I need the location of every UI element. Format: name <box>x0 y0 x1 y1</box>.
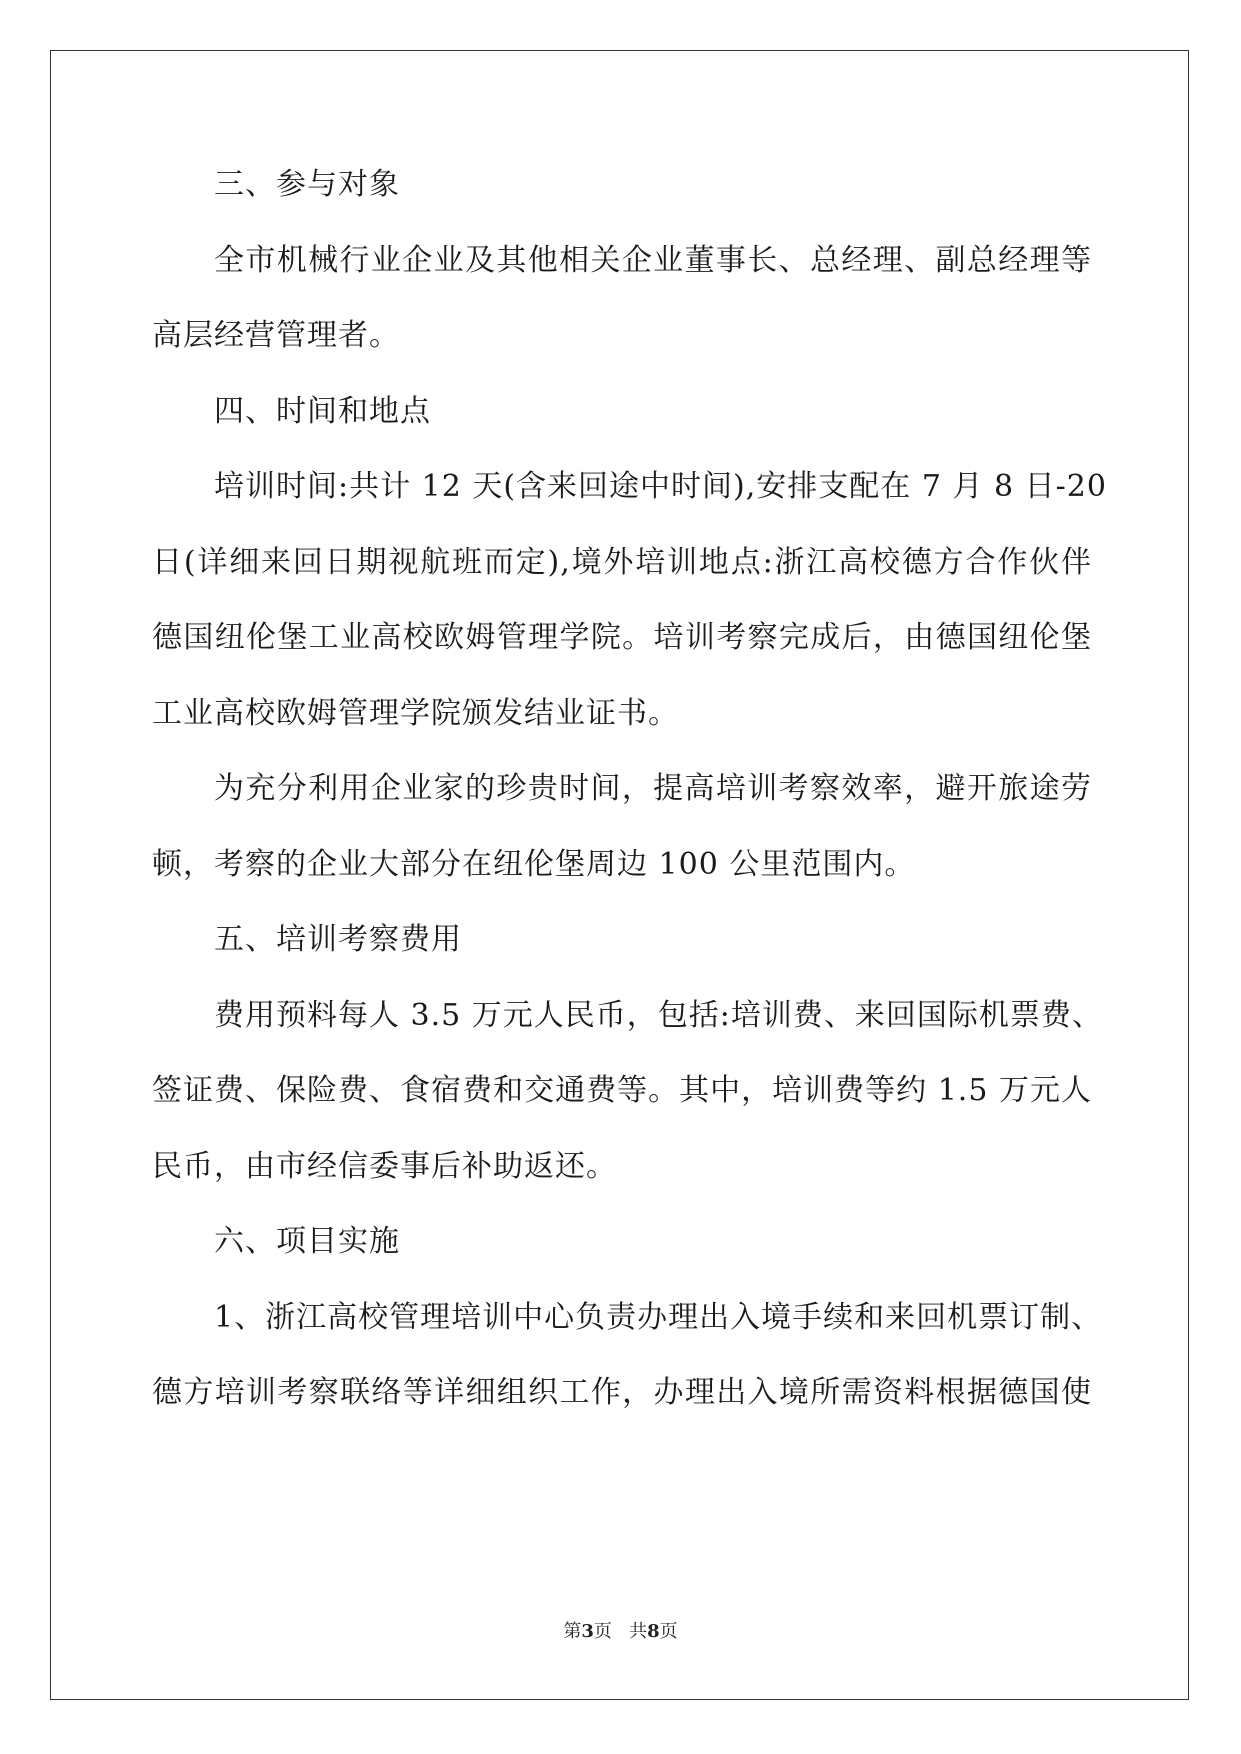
paragraph-line: 工业高校欧姆管理学院颁发结业证书。 <box>152 696 679 731</box>
paragraph-line: 培训时间:共计 12 天(含来回途中时间),安排支配在 7 月 8 日-20 <box>214 469 1107 504</box>
paragraph-line: 1、浙江高校管理培训中心负责办理出入境手续和来回机票订制、 <box>214 1300 1103 1335</box>
total-pages: 8 <box>647 1621 660 1642</box>
page-prefix: 第 <box>563 1621 582 1642</box>
section-heading-participants: 三、参与对象 <box>214 167 400 202</box>
page-number: 3 <box>581 1621 594 1642</box>
page-suffix: 页 <box>593 1621 612 1642</box>
paragraph-line: 德国纽伦堡工业高校欧姆管理学院。培训考察完成后，由德国纽伦堡 <box>152 620 1092 655</box>
section-heading-time-location: 四、时间和地点 <box>214 394 431 429</box>
section-heading-fees: 五、培训考察费用 <box>214 922 462 957</box>
paragraph-line: 费用预料每人 3.5 万元人民币，包括:培训费、来回国际机票费、 <box>214 998 1103 1033</box>
paragraph-line: 顿，考察的企业大部分在纽伦堡周边 100 公里范围内。 <box>152 847 916 882</box>
section-heading-implementation: 六、项目实施 <box>214 1224 400 1259</box>
paragraph-line: 全市机械行业企业及其他相关企业董事长、总经理、副总经理等 <box>214 243 1092 278</box>
total-suffix: 页 <box>659 1621 678 1642</box>
total-prefix: 共 <box>629 1621 648 1642</box>
page-footer <box>0 1617 1241 1643</box>
paragraph-line: 日(详细来回日期视航班而定),境外培训地点:浙江高校德方合作伙伴 <box>152 545 1092 580</box>
paragraph-line: 德方培训考察联络等详细组织工作，办理出入境所需资料根据德国使 <box>152 1375 1092 1410</box>
paragraph-line: 签证费、保险费、食宿费和交通费等。其中，培训费等约 1.5 万元人 <box>152 1073 1092 1108</box>
paragraph-line: 高层经营管理者。 <box>152 318 400 353</box>
paragraph-line: 民币，由市经信委事后补助返还。 <box>152 1149 617 1184</box>
paragraph-line: 为充分利用企业家的珍贵时间，提高培训考察效率，避开旅途劳 <box>214 771 1092 806</box>
